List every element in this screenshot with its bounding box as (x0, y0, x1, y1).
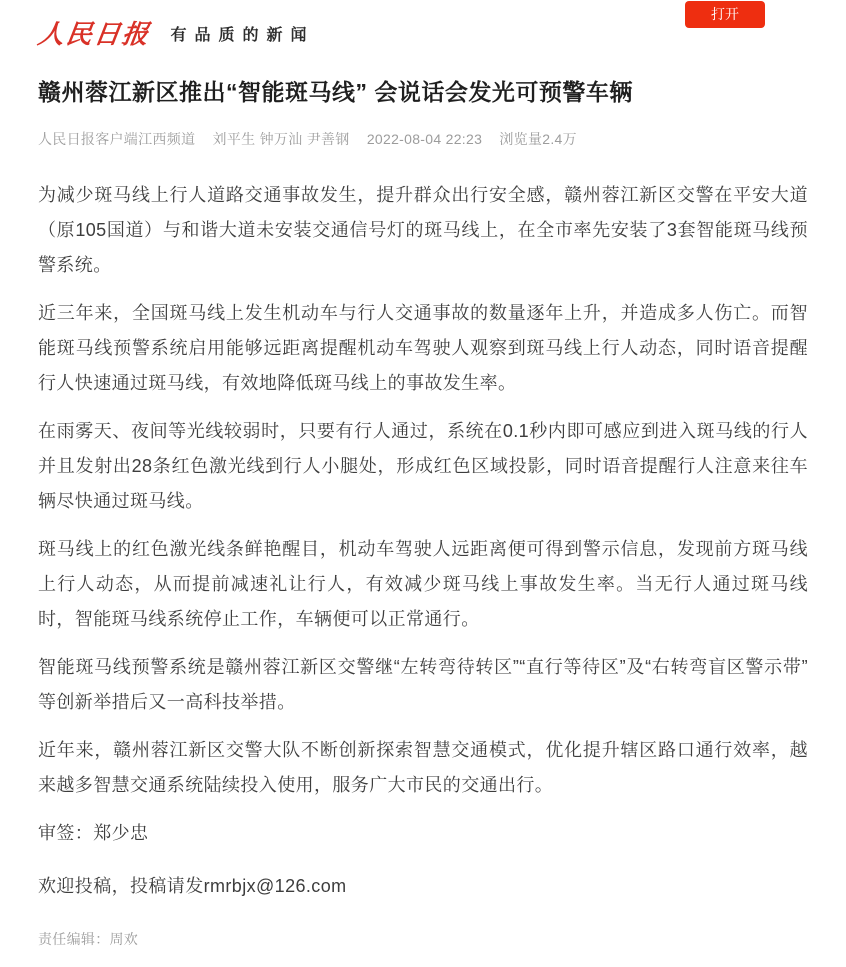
article-title: 赣州蓉江新区推出“智能斑马线” 会说话会发光可预警车辆 (38, 79, 633, 105)
contribution-notice: 欢迎投稿，投稿请发rmrbjx@126.com (38, 876, 347, 896)
article-signoff: 审签：郑少忠 (38, 823, 149, 843)
article-authors: 刘平生 钟万汕 尹善钢 (212, 131, 350, 147)
article-paragraph: 近三年来，全国斑马线上发生机动车与行人交通事故的数量逐年上升，并造成多人伤亡。而智能斑马线预警系统启用能够远距离提醒机动车驾驶人观察到斑马线上行人动态，同时语音提醒行人快速通过斑马线，有效地降低斑马线上的事故发生率。 (38, 303, 808, 393)
responsible-editor: 责任编辑：周欢 (38, 931, 139, 947)
site-tagline: 有品质的新闻 (170, 27, 315, 44)
article-paragraph: 为减少斑马线上行人道路交通事故发生，提升群众出行安全感，赣州蓉江新区交警在平安大道（原105国道）与和谐大道未安装交通信号灯的斑马线上，在全市率先安装了3套智能斑马线预警系统。 (38, 185, 808, 275)
article-paragraph: 智能斑马线预警系统是赣州蓉江新区交警继“左转弯待转区”“直行等待区”及“右转弯盲区警示带”等创新举措后又一高科技举措。 (38, 657, 808, 712)
article-paragraph: 近年来，赣州蓉江新区交警大队不断创新探索智慧交通模式，优化提升辖区路口通行效率，越来越多智慧交通系统陆续投入使用，服务广大市民的交通出行。 (38, 740, 808, 795)
article-meta (38, 129, 808, 149)
peoples-daily-logo: 人民日报 (35, 20, 153, 50)
article-datetime: 2022-08-04 22:23 (366, 131, 483, 147)
article-footer (38, 929, 808, 967)
article-source: 人民日报客户端江西频道 (38, 131, 196, 147)
article-paragraph: 斑马线上的红色激光线条鲜艳醒目，机动车驾驶人远距离便可得到警示信息，发现前方斑马线上行人动态，从而提前减速礼让行人，有效减少斑马线上事故发生率。当无行人通过斑马线时，智能斑马线系统停止工作，车辆便可以正常通行。 (38, 539, 808, 629)
article-paragraph: 在雨雾天、夜间等光线较弱时，只要有行人通过，系统在0.1秒内即可感应到进入斑马线的行人并且发射出28条红色激光线到行人小腿处，形成红色区域投影，同时语音提醒行人注意来往车辆尽快通过斑马线。 (38, 421, 808, 511)
article-view-count: 浏览量2.4万 (499, 131, 577, 147)
article-body (38, 178, 808, 803)
open-app-button[interactable]: 打开 (685, 1, 765, 28)
site-header (0, 0, 846, 52)
